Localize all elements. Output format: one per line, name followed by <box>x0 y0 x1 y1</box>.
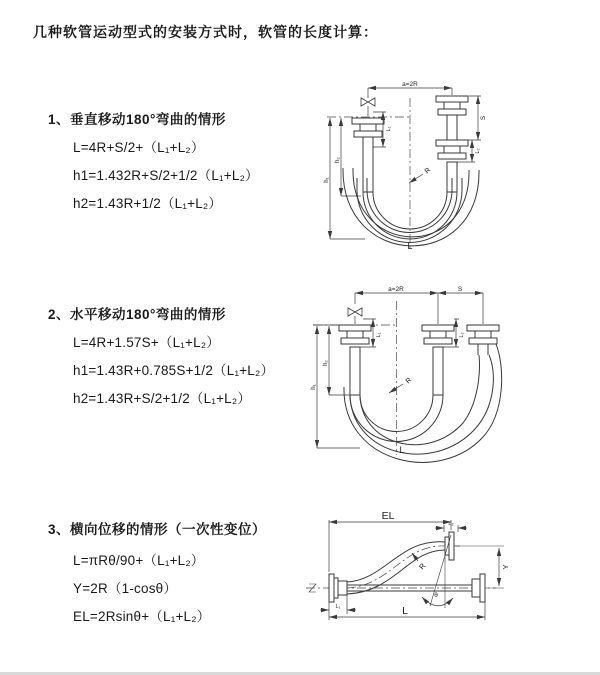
d1-dim-label-s: S <box>480 115 487 121</box>
d1-dimensions <box>324 81 487 251</box>
d2-left-pipe-flange <box>339 325 371 395</box>
d3-dim-label-el: EL <box>381 510 395 522</box>
section1-formula-h1: h1=1.432R+S/2+1/2（L₁+L₂） <box>73 168 259 183</box>
d3-dimensions <box>320 510 510 620</box>
d2-dim-label-l1: L₁ <box>376 332 382 338</box>
d2-dim-label-s: S <box>457 286 463 293</box>
section3-heading: 3、横向位移的情形（一次性变位） <box>48 522 267 537</box>
diagram-1-vertical-bend <box>315 78 580 253</box>
section3-formula-el: EL=2Rsinθ+（L₁+L₂） <box>73 609 211 624</box>
d2-dim-label-a2r: a=2R <box>388 286 404 293</box>
section2-formula-length: L=4R+1.57S+（L₁+L₂） <box>73 335 220 350</box>
d3-lower-flange <box>472 574 485 602</box>
d2-dim-label-r: R <box>404 376 414 386</box>
d2-centerlines <box>313 301 397 455</box>
d2-right-pipe-flange <box>467 325 499 355</box>
d2-dim-label-l2: L₂ <box>459 332 465 338</box>
d3-dim-label-l2: L₂ <box>448 521 454 527</box>
section2-formula-h1: h1=1.43R+0.785S+1/2（L₁+L₂） <box>73 363 275 378</box>
d1-valve-symbol <box>361 98 375 106</box>
d2-dim-label-h1: h₁ <box>311 384 317 390</box>
section1-heading: 1、垂直移动180°弯曲的情形 <box>48 112 226 127</box>
diagram-2-horizontal-bend <box>305 283 590 461</box>
d3-dim-label-theta: θ <box>434 592 438 599</box>
section1-formula-length: L=4R+S/2+（L₁+L₂） <box>73 140 205 155</box>
d2-dim-label-l: L <box>399 445 405 455</box>
d3-dim-label-l: L <box>402 605 408 617</box>
d1-dim-label-a2r: a=2R <box>402 81 418 88</box>
d2-hose-curves <box>344 344 502 462</box>
d3-dim-label-l1: L₁ <box>335 604 341 610</box>
d2-middle-braid <box>433 347 443 395</box>
d3-dim-label-r: R <box>417 561 428 572</box>
section3-formula-y: Y=2R（1-cosθ） <box>73 581 178 596</box>
d1-dim-label-l1: L₁ <box>386 126 392 132</box>
d2-valve-symbol <box>348 308 362 316</box>
d1-right-pipe-flanges <box>436 96 468 192</box>
section1-formula-h2: h2=1.43R+1/2（L₁+L₂） <box>73 196 223 211</box>
d2-dim-label-h2: h₂ <box>323 360 329 366</box>
section2-formula-h2: h2=1.43R+S/2+1/2（L₁+L₂） <box>73 391 252 406</box>
diagram-3-lateral-displacement <box>300 502 590 650</box>
d1-dim-label-r: R <box>423 166 433 176</box>
d1-dim-label-h2: h₂ <box>335 157 341 163</box>
d3-dim-label-y: Y <box>501 564 510 570</box>
page-title: 几种软管运动型式的安装方式时，软管的长度计算： <box>33 24 378 40</box>
d3-hose-s-curve <box>347 542 445 594</box>
d2-middle-pipe-flange <box>422 325 454 395</box>
d1-dim-label-l2: L₂ <box>475 148 481 154</box>
d2-dimensions <box>311 286 483 455</box>
d1-dim-label-h1: h₁ <box>324 177 330 183</box>
d1-dim-label-l: L <box>407 241 413 251</box>
d1-left-braid <box>363 137 373 192</box>
d3-left-flange <box>329 574 347 602</box>
section2-heading: 2、水平移动180°弯曲的情形 <box>48 307 226 322</box>
section3-formula-length: L=πRθ/90+（L₁+L₂） <box>73 553 205 568</box>
d2-left-braid <box>350 347 360 395</box>
d3-upper-flange <box>445 532 454 560</box>
